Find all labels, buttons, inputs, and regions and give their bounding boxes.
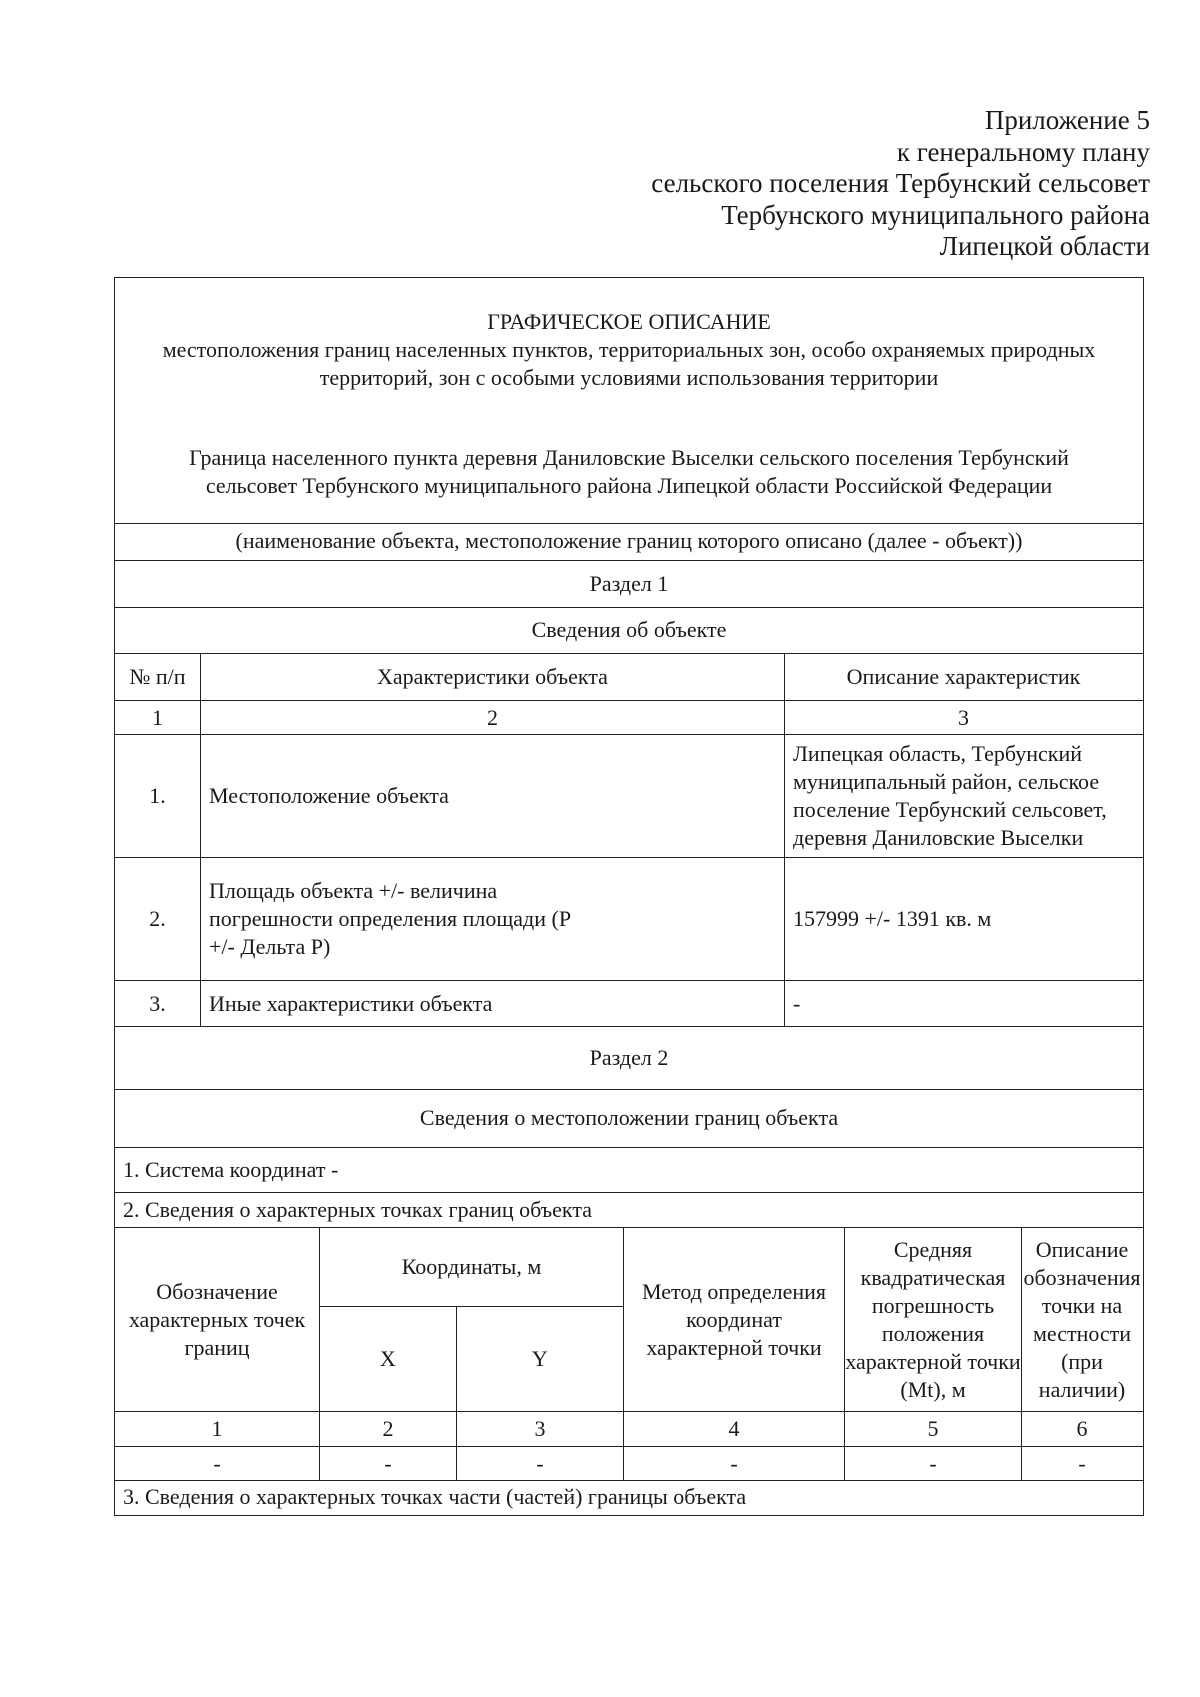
table-row xyxy=(115,735,1143,858)
points-header-row xyxy=(115,1228,1143,1412)
row-number: 1. xyxy=(115,735,201,857)
object-caption: (наименование объекта, местоположение границ которого описано (далее - объект)) xyxy=(115,524,1143,561)
points-title: 2. Сведения о характерных точках границ объекта xyxy=(115,1193,1143,1228)
col-number-3: 3 xyxy=(958,704,969,730)
point-error: - xyxy=(845,1447,1022,1480)
col-header-description: Описание характеристик xyxy=(846,664,1081,689)
parts-title: 3. Сведения о характерных точках части (частей) границы объекта xyxy=(123,1484,747,1509)
row-number: 2. xyxy=(115,858,201,980)
appendix-line-4: Тербунского муниципального района xyxy=(721,199,1150,230)
appendix-line-3: сельского поселения Тербунский сельсовет xyxy=(651,168,1150,198)
row-number: 3. xyxy=(115,981,201,1026)
row-characteristic: Местоположение объекта xyxy=(201,735,785,857)
form-title: ГРАФИЧЕСКОЕ ОПИСАНИЕ xyxy=(487,309,771,334)
row-characteristic: Площадь объекта +/- величина погрешности определения площади (Р +/- Дельта Р) xyxy=(201,858,785,980)
col-number-3: 3 xyxy=(457,1412,624,1446)
table-row xyxy=(115,858,1143,981)
appendix-header xyxy=(450,105,1150,263)
point-description: - xyxy=(1078,1450,1086,1476)
col-number-2: 2 xyxy=(201,701,785,734)
col-number-5: 5 xyxy=(845,1412,1022,1446)
section1-label: Раздел 1 xyxy=(115,561,1143,608)
row-characteristic: Иные характеристики объекта xyxy=(201,981,785,1026)
section1-header-row xyxy=(115,654,1143,701)
table-row xyxy=(115,1447,1143,1481)
row-value: Липецкая область, Тербунский муниципальный район, сельское поселение Тербунский сельсовет, деревня Даниловские Выселки xyxy=(793,741,1107,850)
col-header-coordinates: Координаты, м xyxy=(320,1228,623,1307)
point-method: - xyxy=(624,1447,845,1480)
row-value: - xyxy=(793,990,801,1016)
appendix-line-2: к генеральному плану xyxy=(896,136,1150,167)
col-number-1: 1 xyxy=(115,1412,320,1446)
col-header-designation: Обозначение характерных точек границ xyxy=(115,1228,320,1411)
graphic-description-form xyxy=(114,277,1144,1516)
appendix-number: Приложение 5 xyxy=(984,105,1150,135)
col-header-point-description: Описание обозначения точки на местности (при наличии) xyxy=(1023,1236,1141,1402)
col-header-x: X xyxy=(320,1307,457,1411)
col-header-y: Y xyxy=(531,1346,548,1371)
point-designation: - xyxy=(115,1447,320,1480)
section1-column-numbers xyxy=(115,701,1143,735)
section1-title: Сведения об объекте xyxy=(115,608,1143,654)
col-number-6: 6 xyxy=(1076,1416,1088,1441)
section2-title: Сведения о местоположении границ объекта xyxy=(115,1090,1143,1148)
row-value: 157999 +/- 1391 кв. м xyxy=(793,906,992,931)
coords-header-group xyxy=(320,1228,624,1411)
col-number-4: 4 xyxy=(624,1412,845,1446)
table-row xyxy=(115,981,1143,1027)
coordinate-system: 1. Система координат - xyxy=(115,1148,1143,1193)
point-y: - xyxy=(457,1447,624,1480)
col-header-method: Метод определения координат характерной точки xyxy=(624,1228,845,1411)
object-name: Граница населенного пункта деревня Даниловские Выселки сельского поселения Тербунский сельсовет Тербунского муниципального района Липецкой области Российской Федерации xyxy=(189,445,1069,498)
col-number-1: 1 xyxy=(115,701,201,734)
appendix-line-5: Липецкой области xyxy=(939,231,1150,261)
form-heading xyxy=(115,278,1143,524)
col-header-number: № п/п xyxy=(115,654,201,700)
points-column-numbers xyxy=(115,1412,1143,1447)
section2-label: Раздел 2 xyxy=(115,1027,1143,1090)
col-header-characteristics: Характеристики объекта xyxy=(201,654,785,700)
point-x: - xyxy=(320,1447,457,1480)
form-subtitle: местоположения границ населенных пунктов, территориальных зон, особо охраняемых природных территорий, зон с особыми условиями использования территории xyxy=(162,337,1096,390)
col-header-error: Средняя квадратическая погрешность положения характерной точки (Mt), м xyxy=(845,1228,1022,1411)
col-number-2: 2 xyxy=(320,1412,457,1446)
